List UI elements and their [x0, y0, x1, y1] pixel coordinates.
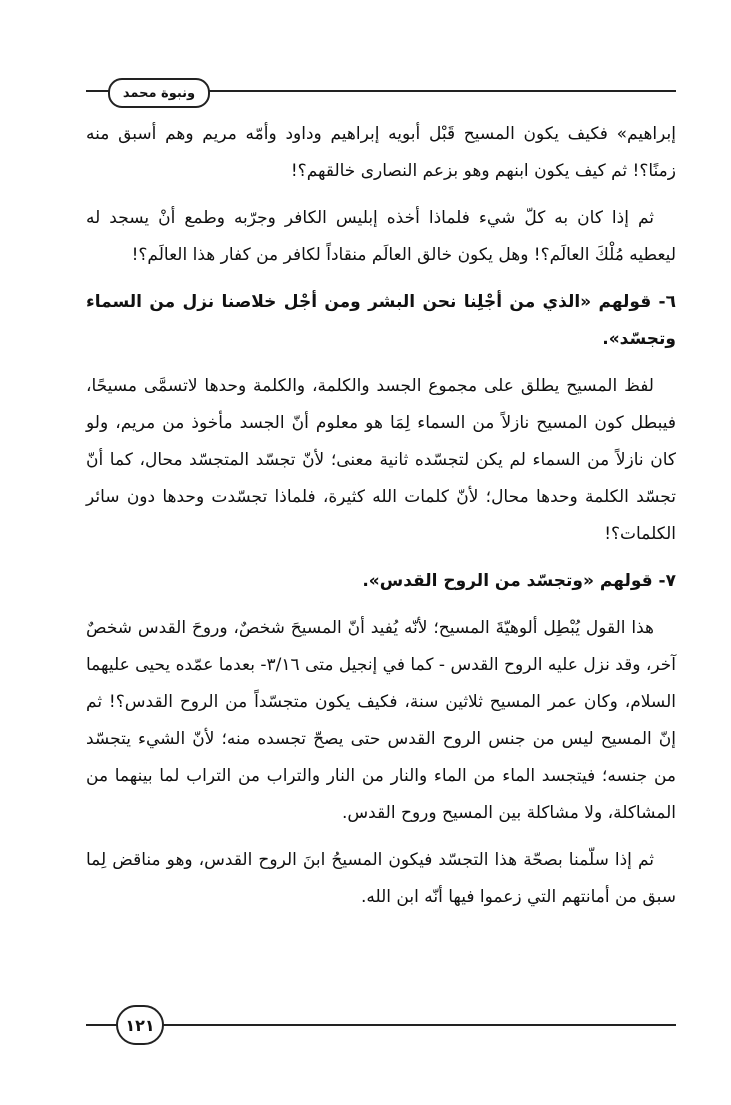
- paragraph-3: لفظ المسيح يطلق على مجموع الجسد والكلمة، والكلمة وحدها لاتسمَّى مسيحًا، فيبطل كون المسيح نازلاً من السماء لِمَا هو معلوم أنّ الجسد مأخوذ من مريم، ولو كان نازلاً من السماء لم يكن لتجسّده ثانية معنى؛ لأنّ تجسّد المتجسّد محال، كما أنّ تجسّد الكلمة وحدها محال؛ لأنّ كلمات الله كثيرة، فلماذا تجسّدت وحدها دون سائر الكلمات؟!: [86, 376, 676, 544]
- paragraph-1: إبراهيم» فكيف يكون المسيح قَبْل أبويه إبراهيم وداود وأمّه مريم وهم أسبق منه زمنًا؟! ثم كيف يكون ابنهم وهو بزعم النصارى خالقهم؟!: [86, 124, 676, 181]
- running-title: ونبوة محمد: [108, 78, 210, 108]
- section-heading-7: ٧- قولهم «وتجسّد من الروح القدس».: [362, 571, 676, 591]
- running-header: [86, 74, 676, 106]
- footer-rule: [86, 1024, 676, 1026]
- paragraph-5: ثم إذا سلّمنا بصحّة هذا التجسّد فيكون المسيحُ ابنَ الروح القدس، وهو مناقض لِما سبق من أمانتهم التي زعموا فيها أنّه ابن الله.: [86, 850, 676, 907]
- paragraph-2: ثم إذا كان به كلّ شيء فلماذا أخذه إبليس الكافر وجرّبه وطمع أنْ يسجد له ليعطيه مُلْكَ العالَم؟! وهل يكون خالق العالَم منقاداً لكافر من كفار هذا العالَم؟!: [86, 208, 676, 265]
- section-heading-6: ٦- قولهم «الذي من أجْلِنا نحن البشر ومن أجْل خلاصنا نزل من السماء وتجسّد».: [86, 292, 676, 349]
- paragraph-4: هذا القول يُبْطِل ألوهيّةَ المسيح؛ لأنّه يُفيد أنّ المسيحَ شخصٌ، وروحَ القدس شخصٌ آخر، وقد نزل عليه الروح القدس - كما في إنجيل متى ٣/١٦- بعدما عمّده يحيى عليهما السلام، وكان عمر المسيح ثلاثين سنة، فكيف يكون متجسّداً من الروح القدس؟! ثم إنّ المسيح ليس من جنس الروح القدس حتى يصحّ تجسده منه؛ لأنّ الشيء يتجسّد من جنسه؛ فيتجسد الماء من الماء والنار من النار والتراب من التراب لما بينهما من المشاكلة، ولا مشاكلة بين المسيح وروح القدس.: [86, 618, 676, 823]
- page-number: ١٢١: [116, 1005, 164, 1045]
- page-footer: [86, 1005, 676, 1045]
- page-body: [86, 116, 676, 926]
